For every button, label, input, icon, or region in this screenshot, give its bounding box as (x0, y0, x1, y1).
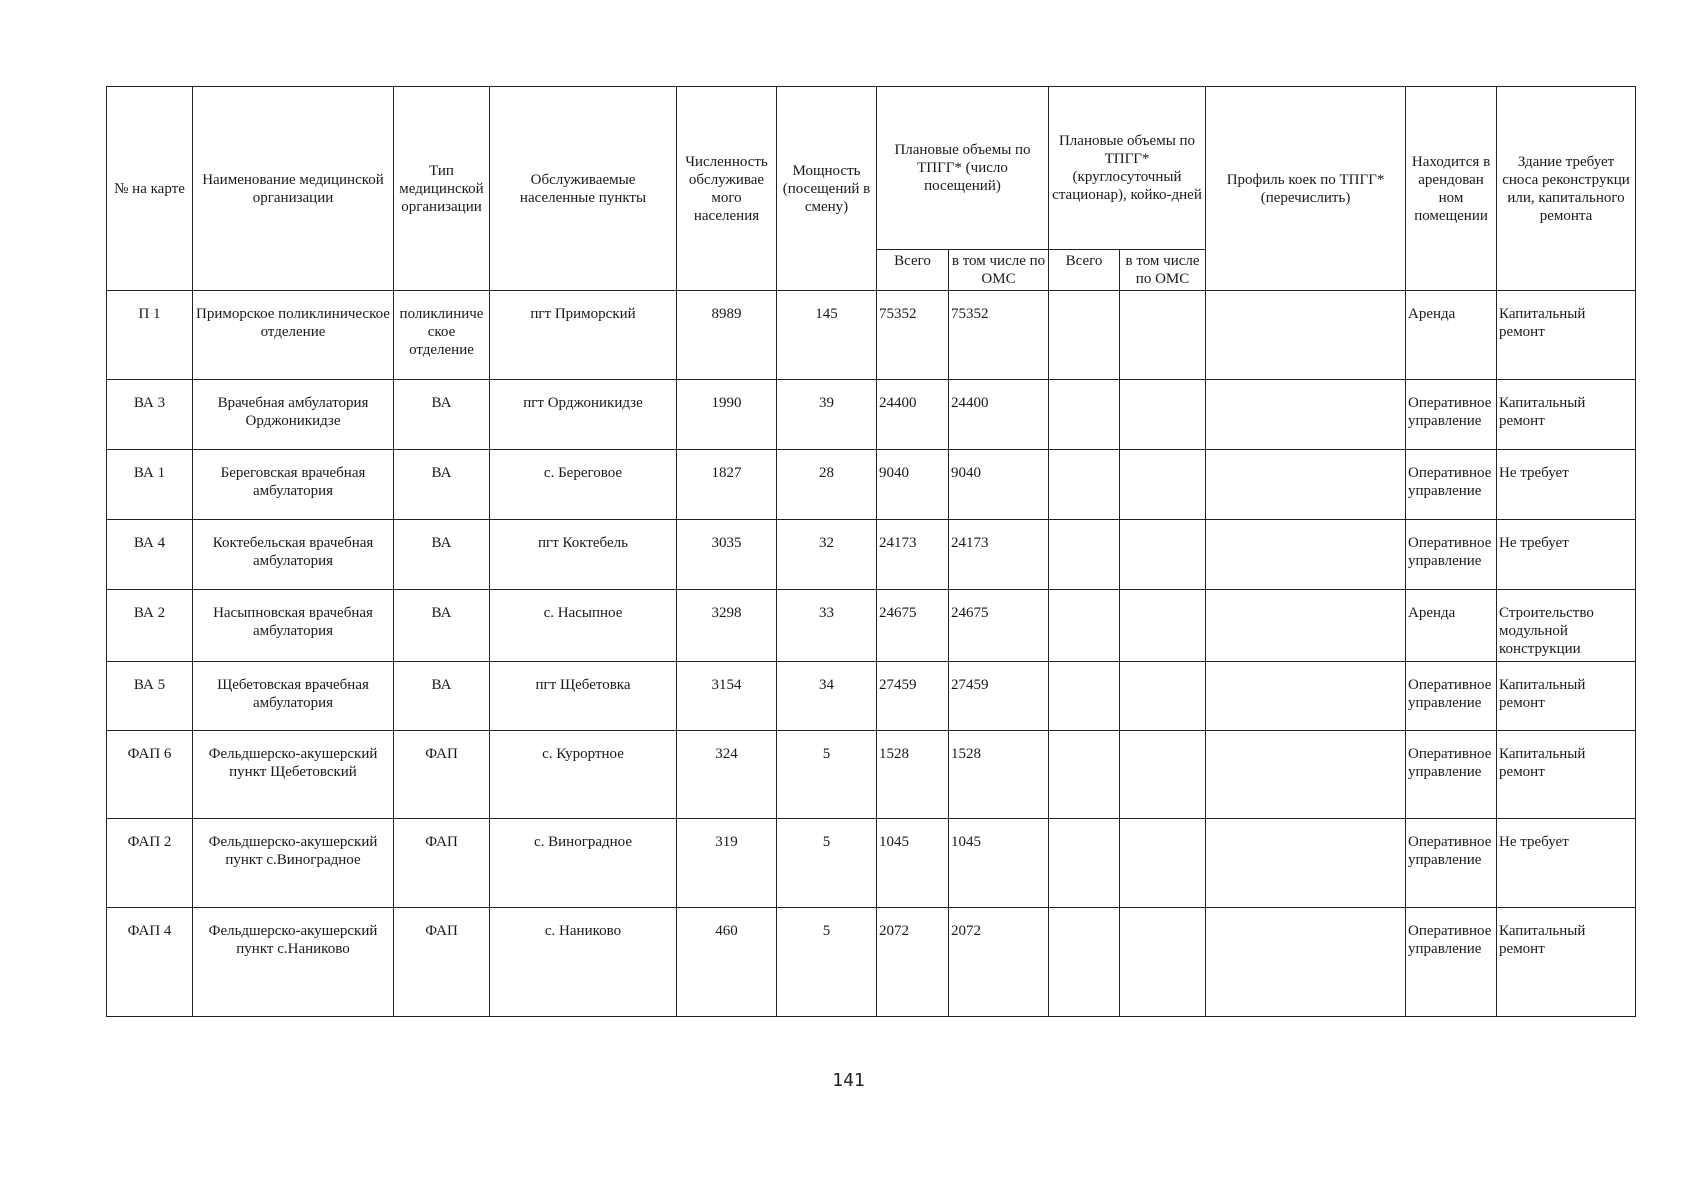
cell-visits-oms: 1045 (949, 819, 1049, 908)
cell-settlement: с. Курортное (490, 731, 677, 819)
cell-visits-total: 75352 (877, 291, 949, 380)
header-org-type: Тип медицинской организации (394, 87, 490, 291)
cell-building: Капитальный ремонт (1497, 908, 1636, 1017)
table-row (107, 662, 1636, 731)
header-building-condition: Здание требует сноса реконструкци или, капитального ремонта (1497, 87, 1636, 291)
cell-beds-total (1049, 819, 1120, 908)
table-row (107, 520, 1636, 590)
cell-bed-profile (1206, 450, 1406, 520)
cell-beds-oms (1120, 520, 1206, 590)
cell-capacity: 34 (777, 662, 877, 731)
cell-beds-total (1049, 731, 1120, 819)
cell-visits-oms: 9040 (949, 450, 1049, 520)
header-rented-premises: Находится в арендован ном помещении (1406, 87, 1497, 291)
table-row (107, 450, 1636, 520)
cell-beds-total (1049, 380, 1120, 450)
cell-bed-profile (1206, 380, 1406, 450)
cell-org-type: ФАП (394, 908, 490, 1017)
table-row (107, 731, 1636, 819)
header-settlements: Обслуживаемые населенные пункты (490, 87, 677, 291)
cell-visits-total: 24675 (877, 590, 949, 662)
cell-map-number: ФАП 2 (107, 819, 193, 908)
cell-beds-total (1049, 520, 1120, 590)
cell-population: 324 (677, 731, 777, 819)
cell-org-name: Насыпновская врачебная амбулатория (193, 590, 394, 662)
cell-org-name: Фельдшерско-акушерский пункт Щебетовский (193, 731, 394, 819)
cell-bed-profile (1206, 908, 1406, 1017)
cell-premises: Оперативное управление (1406, 520, 1497, 590)
header-beds-oms: в том числе по ОМС (1120, 250, 1206, 291)
cell-visits-oms: 2072 (949, 908, 1049, 1017)
cell-visits-oms: 1528 (949, 731, 1049, 819)
header-planned-visits: Плановые объемы по ТПГГ* (число посещений) (877, 87, 1049, 250)
cell-premises: Оперативное управление (1406, 819, 1497, 908)
cell-building: Не требует (1497, 819, 1636, 908)
cell-beds-total (1049, 908, 1120, 1017)
table-row (107, 380, 1636, 450)
cell-beds-oms (1120, 291, 1206, 380)
header-planned-bed-days: Плановые объемы по ТПГГ* (круглосуточный стационар), койко-дней (1049, 87, 1206, 250)
cell-capacity: 28 (777, 450, 877, 520)
header-population: Численность обслуживае мого населения (677, 87, 777, 291)
cell-visits-oms: 24675 (949, 590, 1049, 662)
cell-visits-total: 27459 (877, 662, 949, 731)
cell-building: Капитальный ремонт (1497, 731, 1636, 819)
cell-bed-profile (1206, 291, 1406, 380)
cell-beds-oms (1120, 819, 1206, 908)
cell-capacity: 5 (777, 819, 877, 908)
cell-org-name: Щебетовская врачебная амбулатория (193, 662, 394, 731)
header-beds-total: Всего (1049, 250, 1120, 291)
cell-bed-profile (1206, 590, 1406, 662)
cell-org-type: ФАП (394, 819, 490, 908)
cell-map-number: ВА 4 (107, 520, 193, 590)
cell-capacity: 33 (777, 590, 877, 662)
cell-settlement: пгт Щебетовка (490, 662, 677, 731)
cell-beds-oms (1120, 590, 1206, 662)
cell-org-name: Врачебная амбулатория Орджоникидзе (193, 380, 394, 450)
table-row (107, 819, 1636, 908)
cell-capacity: 5 (777, 908, 877, 1017)
cell-org-type: поликлиниче ское отделение (394, 291, 490, 380)
cell-population: 3035 (677, 520, 777, 590)
cell-visits-total: 1045 (877, 819, 949, 908)
cell-building: Не требует (1497, 520, 1636, 590)
cell-population: 1990 (677, 380, 777, 450)
cell-visits-oms: 27459 (949, 662, 1049, 731)
cell-visits-oms: 75352 (949, 291, 1049, 380)
cell-visits-total: 24173 (877, 520, 949, 590)
cell-org-type: ФАП (394, 731, 490, 819)
cell-settlement: с. Виноградное (490, 819, 677, 908)
cell-map-number: ВА 5 (107, 662, 193, 731)
cell-premises: Аренда (1406, 590, 1497, 662)
cell-org-name: Фельдшерско-акушерский пункт с.Наниково (193, 908, 394, 1017)
cell-org-name: Фельдшерско-акушерский пункт с.Виноградное (193, 819, 394, 908)
cell-premises: Оперативное управление (1406, 908, 1497, 1017)
cell-org-name: Коктебельская врачебная амбулатория (193, 520, 394, 590)
cell-visits-total: 1528 (877, 731, 949, 819)
cell-beds-total (1049, 590, 1120, 662)
cell-org-type: ВА (394, 380, 490, 450)
header-capacity: Мощность (посещений в смену) (777, 87, 877, 291)
cell-capacity: 32 (777, 520, 877, 590)
cell-population: 319 (677, 819, 777, 908)
cell-beds-total (1049, 450, 1120, 520)
cell-settlement: пгт Коктебель (490, 520, 677, 590)
cell-population: 3298 (677, 590, 777, 662)
cell-visits-oms: 24400 (949, 380, 1049, 450)
cell-beds-total (1049, 291, 1120, 380)
cell-beds-oms (1120, 731, 1206, 819)
cell-settlement: с. Наниково (490, 908, 677, 1017)
cell-capacity: 39 (777, 380, 877, 450)
cell-beds-oms (1120, 908, 1206, 1017)
cell-map-number: ВА 1 (107, 450, 193, 520)
cell-building: Строительство модульной конструкции (1497, 590, 1636, 662)
cell-premises: Оперативное управление (1406, 380, 1497, 450)
cell-bed-profile (1206, 731, 1406, 819)
header-visits-oms: в том числе по ОМС (949, 250, 1049, 291)
cell-beds-total (1049, 662, 1120, 731)
cell-bed-profile (1206, 520, 1406, 590)
cell-settlement: пгт Орджоникидзе (490, 380, 677, 450)
cell-map-number: ФАП 4 (107, 908, 193, 1017)
table-row (107, 908, 1636, 1017)
cell-beds-oms (1120, 450, 1206, 520)
cell-premises: Аренда (1406, 291, 1497, 380)
cell-beds-oms (1120, 662, 1206, 731)
cell-capacity: 145 (777, 291, 877, 380)
cell-beds-oms (1120, 380, 1206, 450)
cell-population: 8989 (677, 291, 777, 380)
cell-premises: Оперативное управление (1406, 731, 1497, 819)
cell-map-number: П 1 (107, 291, 193, 380)
cell-population: 1827 (677, 450, 777, 520)
cell-bed-profile (1206, 662, 1406, 731)
cell-bed-profile (1206, 819, 1406, 908)
cell-map-number: ФАП 6 (107, 731, 193, 819)
cell-map-number: ВА 2 (107, 590, 193, 662)
header-visits-total: Всего (877, 250, 949, 291)
cell-settlement: с. Береговое (490, 450, 677, 520)
cell-map-number: ВА 3 (107, 380, 193, 450)
cell-visits-total: 9040 (877, 450, 949, 520)
cell-building: Капитальный ремонт (1497, 380, 1636, 450)
cell-building: Не требует (1497, 450, 1636, 520)
cell-org-type: ВА (394, 450, 490, 520)
header-bed-profile: Профиль коек по ТПГГ* (перечислить) (1206, 87, 1406, 291)
table-row (107, 590, 1636, 662)
cell-building: Капитальный ремонт (1497, 662, 1636, 731)
cell-visits-total: 2072 (877, 908, 949, 1017)
header-map-number: № на карте (107, 87, 193, 291)
header-org-name: Наименование медицинской организации (193, 87, 394, 291)
cell-org-type: ВА (394, 590, 490, 662)
cell-capacity: 5 (777, 731, 877, 819)
cell-visits-total: 24400 (877, 380, 949, 450)
cell-org-name: Береговская врачебная амбулатория (193, 450, 394, 520)
facilities-table (106, 86, 1636, 1017)
cell-visits-oms: 24173 (949, 520, 1049, 590)
page-number: 141 (832, 1070, 865, 1091)
cell-settlement: с. Насыпное (490, 590, 677, 662)
cell-org-type: ВА (394, 520, 490, 590)
cell-settlement: пгт Приморский (490, 291, 677, 380)
table-row (107, 291, 1636, 380)
cell-org-type: ВА (394, 662, 490, 731)
cell-premises: Оперативное управление (1406, 450, 1497, 520)
cell-premises: Оперативное управление (1406, 662, 1497, 731)
cell-population: 3154 (677, 662, 777, 731)
cell-building: Капитальный ремонт (1497, 291, 1636, 380)
cell-org-name: Приморское поликлиническое отделение (193, 291, 394, 380)
cell-population: 460 (677, 908, 777, 1017)
